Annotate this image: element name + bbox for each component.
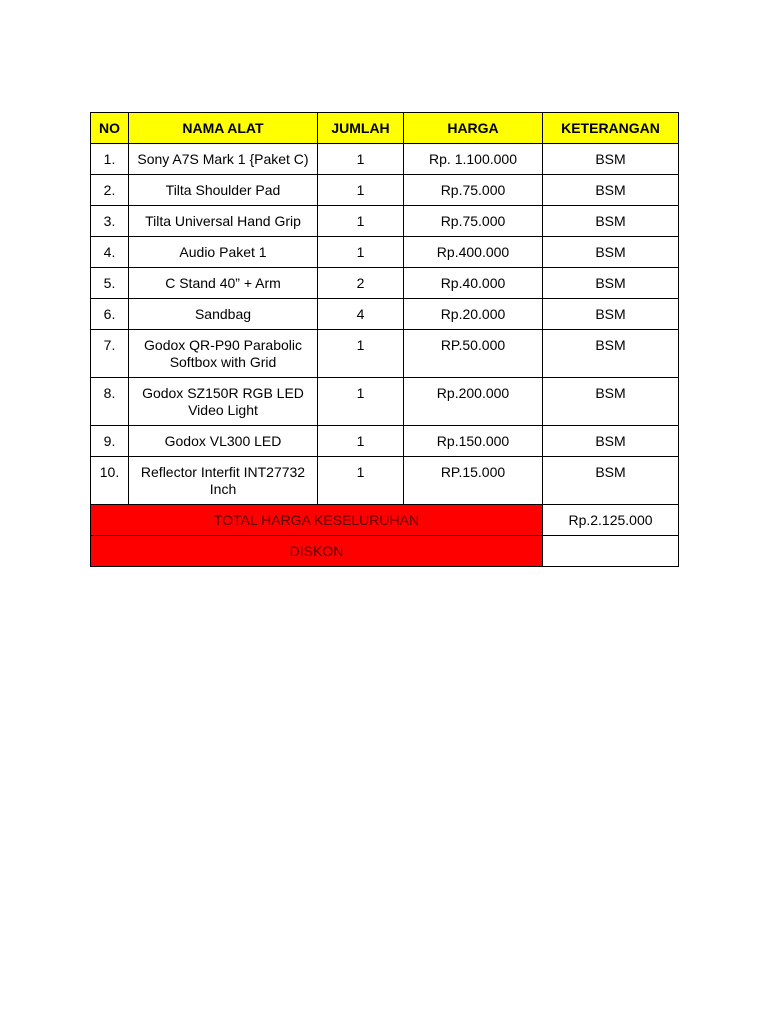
total-label: TOTAL HARGA KESELURUHAN xyxy=(91,505,543,536)
cell-jumlah: 1 xyxy=(318,330,404,378)
table-row xyxy=(91,144,679,175)
cell-no: 4. xyxy=(91,237,129,268)
header-nama-alat: NAMA ALAT xyxy=(129,113,318,144)
cell-keterangan: BSM xyxy=(543,299,679,330)
table-row xyxy=(91,378,679,426)
table-row xyxy=(91,175,679,206)
cell-nama-alat: C Stand 40” + Arm xyxy=(129,268,318,299)
cell-keterangan: BSM xyxy=(543,268,679,299)
cell-jumlah: 1 xyxy=(318,144,404,175)
diskon-value xyxy=(543,536,679,567)
cell-harga: Rp.400.000 xyxy=(404,237,543,268)
cell-harga: Rp.75.000 xyxy=(404,206,543,237)
cell-harga: RP.50.000 xyxy=(404,330,543,378)
cell-keterangan: BSM xyxy=(543,426,679,457)
cell-nama-alat: Godox VL300 LED xyxy=(129,426,318,457)
diskon-row xyxy=(91,536,679,567)
equipment-price-sheet xyxy=(90,112,678,567)
table-row xyxy=(91,206,679,237)
header-keterangan: KETERANGAN xyxy=(543,113,679,144)
cell-harga: Rp.75.000 xyxy=(404,175,543,206)
diskon-label: DISKON xyxy=(91,536,543,567)
cell-no: 5. xyxy=(91,268,129,299)
cell-jumlah: 1 xyxy=(318,426,404,457)
cell-nama-alat: Sony A7S Mark 1 {Paket C) xyxy=(129,144,318,175)
cell-nama-alat: Reflector Interfit INT27732 Inch xyxy=(129,457,318,505)
cell-nama-alat: Sandbag xyxy=(129,299,318,330)
cell-harga: Rp. 1.100.000 xyxy=(404,144,543,175)
cell-keterangan: BSM xyxy=(543,457,679,505)
cell-keterangan: BSM xyxy=(543,144,679,175)
cell-nama-alat: Tilta Universal Hand Grip xyxy=(129,206,318,237)
cell-keterangan: BSM xyxy=(543,378,679,426)
header-harga: HARGA xyxy=(404,113,543,144)
header-jumlah: JUMLAH xyxy=(318,113,404,144)
cell-no: 6. xyxy=(91,299,129,330)
cell-no: 7. xyxy=(91,330,129,378)
header-row xyxy=(91,113,679,144)
cell-no: 9. xyxy=(91,426,129,457)
table-row xyxy=(91,299,679,330)
table-row xyxy=(91,268,679,299)
cell-harga: Rp.20.000 xyxy=(404,299,543,330)
cell-jumlah: 1 xyxy=(318,237,404,268)
equipment-table xyxy=(90,112,679,567)
cell-jumlah: 1 xyxy=(318,457,404,505)
cell-nama-alat: Tilta Shoulder Pad xyxy=(129,175,318,206)
cell-harga: Rp.150.000 xyxy=(404,426,543,457)
cell-jumlah: 2 xyxy=(318,268,404,299)
cell-no: 2. xyxy=(91,175,129,206)
cell-keterangan: BSM xyxy=(543,330,679,378)
cell-harga: Rp.200.000 xyxy=(404,378,543,426)
cell-jumlah: 1 xyxy=(318,378,404,426)
cell-jumlah: 1 xyxy=(318,175,404,206)
cell-harga: Rp.40.000 xyxy=(404,268,543,299)
cell-no: 8. xyxy=(91,378,129,426)
total-value: Rp.2.125.000 xyxy=(543,505,679,536)
total-row xyxy=(91,505,679,536)
cell-harga: RP.15.000 xyxy=(404,457,543,505)
cell-no: 3. xyxy=(91,206,129,237)
cell-no: 1. xyxy=(91,144,129,175)
table-row xyxy=(91,330,679,378)
cell-jumlah: 4 xyxy=(318,299,404,330)
header-no: NO xyxy=(91,113,129,144)
table-row xyxy=(91,457,679,505)
cell-no: 10. xyxy=(91,457,129,505)
table-row xyxy=(91,426,679,457)
cell-nama-alat: Godox QR-P90 Parabolic Softbox with Grid xyxy=(129,330,318,378)
cell-jumlah: 1 xyxy=(318,206,404,237)
cell-nama-alat: Godox SZ150R RGB LED Video Light xyxy=(129,378,318,426)
cell-nama-alat: Audio Paket 1 xyxy=(129,237,318,268)
cell-keterangan: BSM xyxy=(543,175,679,206)
cell-keterangan: BSM xyxy=(543,206,679,237)
cell-keterangan: BSM xyxy=(543,237,679,268)
table-row xyxy=(91,237,679,268)
